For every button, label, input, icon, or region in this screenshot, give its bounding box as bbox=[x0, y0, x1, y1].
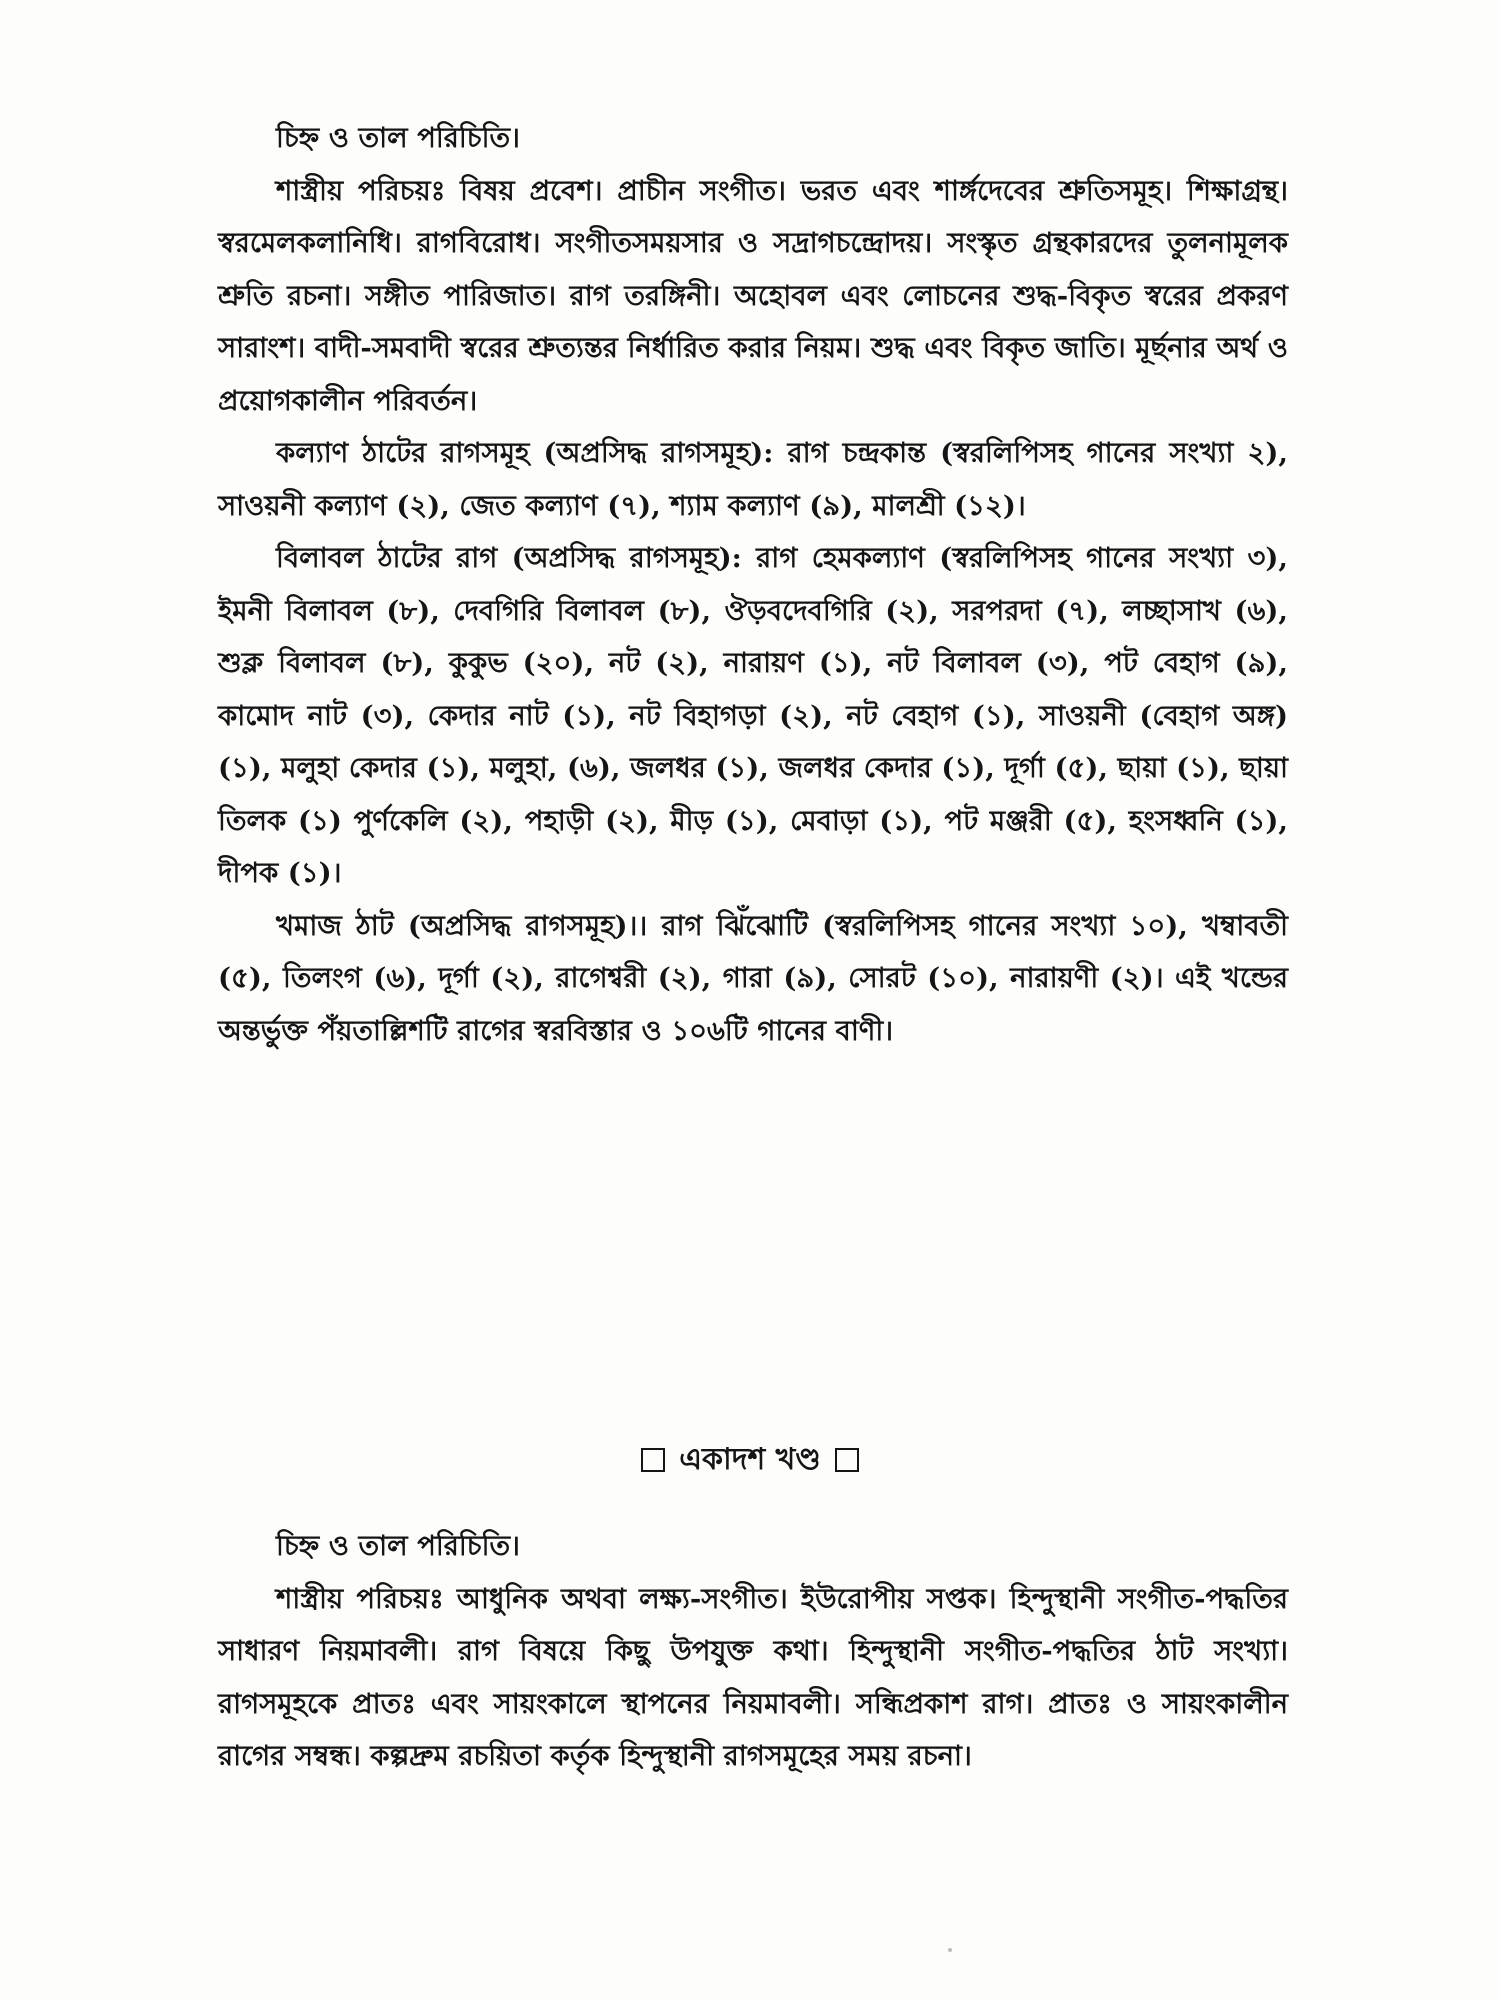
section-11-title: একাদশ খণ্ড bbox=[679, 1442, 821, 1477]
paragraph-symbols-intro: চিহ্ন ও তাল পরিচিতি। bbox=[276, 1530, 520, 1562]
paragraph-symbols-intro: চিহ্ন ও তাল পরিচিতি। bbox=[276, 122, 520, 154]
square-ornament-icon bbox=[641, 1448, 665, 1472]
section-11-content bbox=[218, 1520, 1288, 1783]
paragraph-bilawal-thaat: বিলাবল ঠাটের রাগ (অপ্রসিদ্ধ রাগসমূহ): রাগ হেমকল্যাণ (স্বরলিপিসহ গানের সংখ্যা ৩), ইমনী বিলাবল (৮), দেবগিরি বিলাবল (৮), ঔড়বদেবগিরি (২), সরপরদা (৭), লচ্ছাসাখ (৬), শুক্ল বিলাবল (৮), কুকুভ (২০), নট (২), নারায়ণ (১), নট বিলাবল (৩), পট বেহাগ (৯), কামোদ নাট (৩), কেদার নাট (১), নট বিহাগড়া (২), নট বেহাগ (১), সাওয়নী (বেহাগ অঙ্গ) (১), মলুহা কেদার (১), মলুহা, (৬), জলধর (১), জলধর কেদার (১), দূর্গা (৫), ছায়া (১), ছায়া তিলক (১) পুর্ণকেলি (২), পহাড়ী (২), মীড় (১), মেবাড়া (১), পট মঞ্জরী (৫), হংসধ্বনি (১), দীপক (১)। bbox=[218, 542, 1288, 889]
section-10-content bbox=[218, 112, 1288, 1057]
paragraph-theory-intro: শাস্ত্রীয় পরিচয়ঃ বিষয় প্রবেশ। প্রাচীন সংগীত। ভরত এবং শার্ঙ্গদেবের শ্রুতিসমূহ। শিক্ষাগ্রন্থ। স্বরমেলকলানিধি। রাগবিরোধ। সংগীতসময়সার ও সদ্রাগচন্দ্রোদয়। সংস্কৃত গ্রন্থকারদের তুলনামূলক শ্রুতি রচনা। সঙ্গীত পারিজাত। রাগ তরঙ্গিনী। অহোবল এবং লোচনের শুদ্ধ-বিকৃত স্বরের প্রকরণ সারাংশ। বাদী-সমবাদী স্বরের শ্রুত্যন্তর নির্ধারিত করার নিয়ম। শুদ্ধ এবং বিকৃত জাতি। মূর্ছনার অর্থ ও প্রয়োগকালীন পরিবর্তন। bbox=[218, 174, 1288, 417]
square-ornament-icon bbox=[835, 1448, 859, 1472]
section-11-heading bbox=[0, 1435, 1500, 1485]
paragraph-khamaj-thaat: খমাজ ঠাট (অপ্রসিদ্ধ রাগসমূহ)।। রাগ ঝিঁঝোটি (স্বরলিপিসহ গানের সংখ্যা ১০), খম্বাবতী (৫), তিলংগ (৬), দূর্গা (২), রাগেশ্বরী (২), গারা (৯), সোরট (১০), নারায়ণী (২)। এই খন্ডের অন্তর্ভুক্ত পঁয়তাল্লিশটি রাগের স্বরবিস্তার ও ১০৬টি গানের বাণী। bbox=[218, 909, 1288, 1047]
paragraph-kalyan-thaat: কল্যাণ ঠাটের রাগসমূহ (অপ্রসিদ্ধ রাগসমূহ): রাগ চন্দ্রকান্ত (স্বরলিপিসহ গানের সংখ্যা ২), সাওয়নী কল্যাণ (২), জেত কল্যাণ (৭), শ্যাম কল্যাণ (৯), মালশ্রী (১২)। bbox=[218, 437, 1288, 522]
paragraph-theory-intro: শাস্ত্রীয় পরিচয়ঃ আধুনিক অথবা লক্ষ্য-সংগীত। ইউরোপীয় সপ্তক। হিন্দুস্থানী সংগীত-পদ্ধতির সাধারণ নিয়মাবলী। রাগ বিষয়ে কিছু উপযুক্ত কথা। হিন্দুস্থানী সংগীত-পদ্ধতির ঠাট সংখ্যা। রাগসমূহকে প্রাতঃ এবং সায়ংকালে স্থাপনের নিয়মাবলী। সন্ধিপ্রকাশ রাগ। প্রাতঃ ও সায়ংকালীন রাগের সম্বন্ধ। কল্পদ্রুম রচয়িতা কর্তৃক হিন্দুস্থানী রাগসমূহের সময় রচনা। bbox=[218, 1582, 1288, 1772]
print-speck bbox=[948, 1948, 952, 1952]
